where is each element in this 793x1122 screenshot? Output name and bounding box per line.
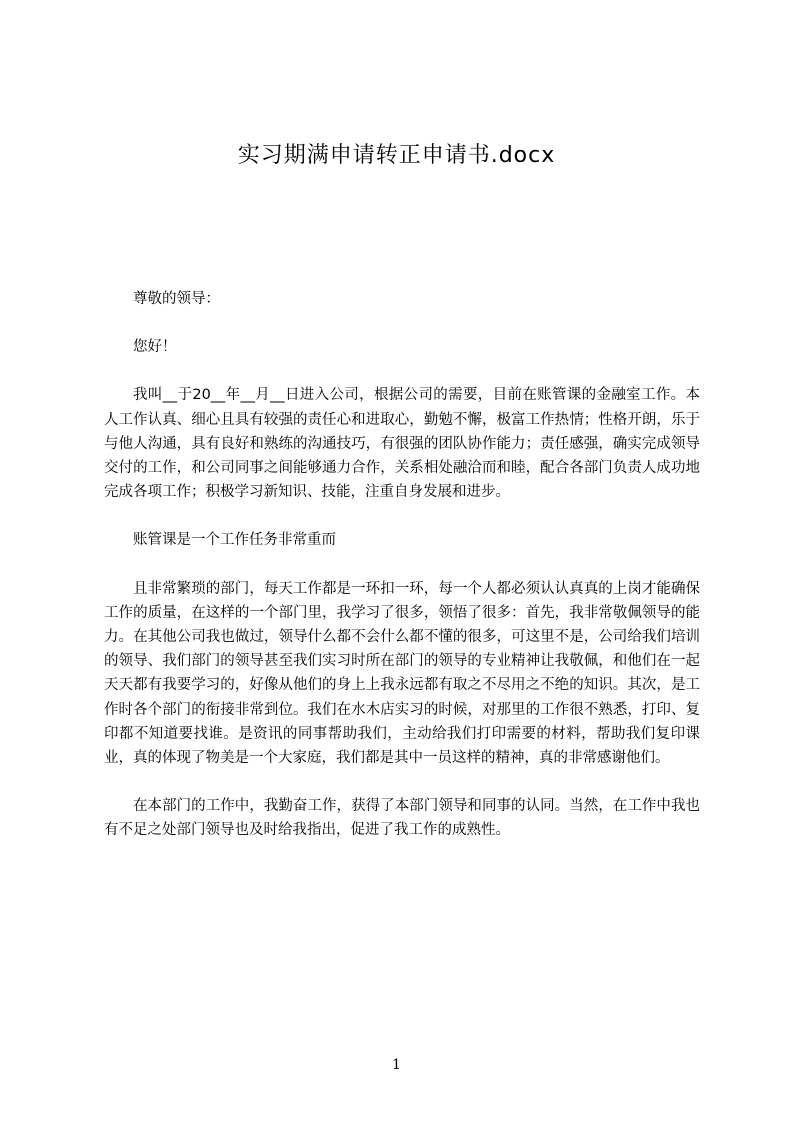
document-body: [104, 287, 700, 867]
salutation: 尊敬的领导：: [133, 291, 220, 307]
paragraph-department-lead: 账管课是一个工作任务非常重而: [133, 532, 336, 549]
document-title: 实习期满申请转正申请书.docx: [237, 143, 556, 168]
page-number: 1: [392, 1057, 401, 1073]
greeting: 您好！: [133, 339, 177, 356]
paragraph-conclusion: 在本部门的工作中，我勤奋工作，获得了本部门领导和同事的认同。当然，在工作中我也有不足之处部门领导也及时给我指出，促进了我工作的成熟性。: [104, 798, 700, 839]
paragraph-intro: 我叫__于20__年__月__日进入公司，根据公司的需要，目前在账管课的金融室工作。本人工作认真、细心且具有较强的责任心和进取心，勤勉不懈，极富工作热情；性格开朗，乐于与他人沟通，具有良好和熟练的沟通技巧，有很强的团队协作能力；责任感强，确实完成领导交付的工作，和公司同事之间能够通力合作，关系相处融洽而和睦，配合各部门负责人成功地完成各项工作；积极学习新知识、技能，注重自身发展和进步。: [104, 387, 700, 501]
paragraph-department-detail: 且非常繁琐的部门，每天工作都是一环扣一环，每一个人都必须认认真真的上岗才能确保工作的质量，在这样的一个部门里，我学习了很多，领悟了很多：首先，我非常敬佩领导的能力。在其他公司我也做过，领导什么都不会什么都不懂的很多，可这里不是，公司给我们培训的领导、我们部门的领导甚至我们实习时所在部门的领导的专业精神让我敬佩，和他们在一起天天都有我要学习的，好像从他们的身上上我永远都有取之不尽用之不绝的知识。其次，是工作时各个部门的衔接非常到位。我们在水木店实习的时候，对那里的工作很不熟悉，打印、复印都不知道要找谁。是资讯的同事帮助我们，主动给我们打印需要的材料，帮助我们复印课业，真的体现了物美是一个大家庭，我们都是其中一员这样的精神，真的非常感谢他们。: [104, 580, 700, 767]
